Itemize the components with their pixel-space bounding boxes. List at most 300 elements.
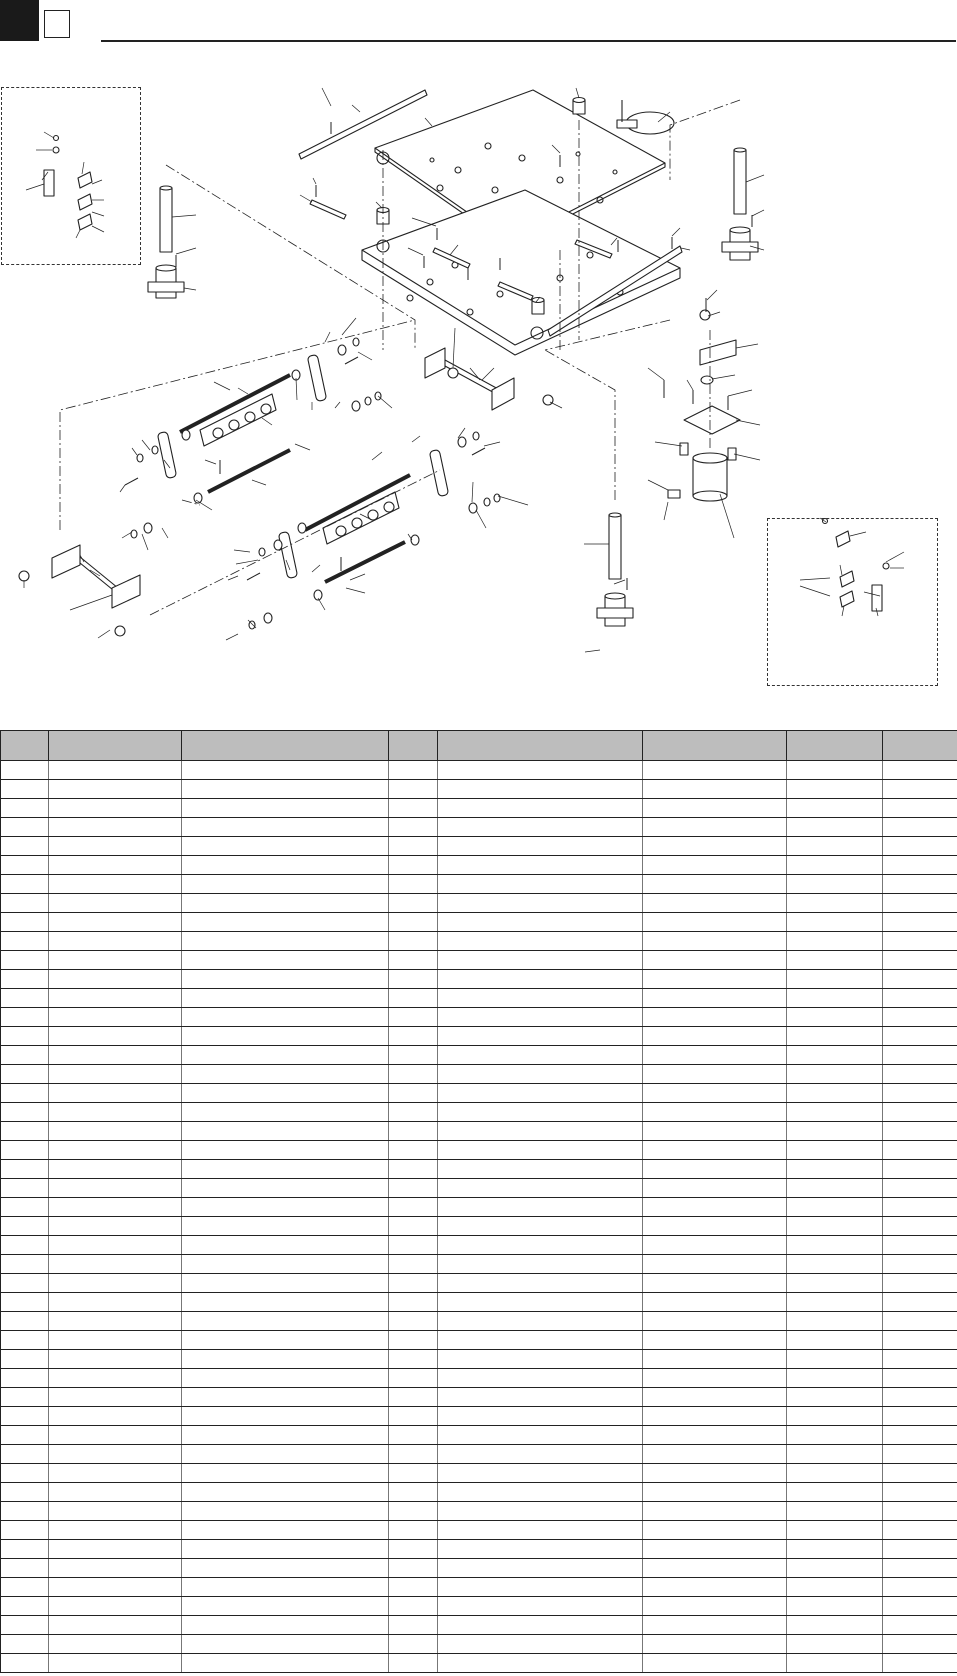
table-cell [182, 1122, 389, 1141]
table-cell [787, 932, 883, 951]
table-cell [182, 1160, 389, 1179]
table-cell [49, 970, 182, 989]
table-row [1, 1388, 957, 1407]
table-row [1, 989, 957, 1008]
table-cell [883, 1255, 957, 1274]
table-row [1, 1122, 957, 1141]
table-cell [883, 1597, 957, 1616]
table-cell [438, 780, 643, 799]
air-cylinder [668, 310, 740, 501]
table-cell [182, 1483, 389, 1502]
table-cell [787, 856, 883, 875]
table-cell [883, 1312, 957, 1331]
table-cell [182, 1369, 389, 1388]
table-cell [438, 1274, 643, 1293]
table-cell [438, 1065, 643, 1084]
table-cell [438, 1122, 643, 1141]
table-cell [438, 1160, 643, 1179]
table-cell [883, 780, 957, 799]
table-cell [787, 1369, 883, 1388]
table-row [1, 1179, 957, 1198]
table-cell [1, 1597, 49, 1616]
table-cell [787, 1236, 883, 1255]
table-cell [49, 1483, 182, 1502]
table-cell [1, 875, 49, 894]
table-cell [182, 1312, 389, 1331]
table-cell [182, 1407, 389, 1426]
table-cell [49, 1198, 182, 1217]
table-cell [643, 1635, 787, 1654]
table-cell [182, 1198, 389, 1217]
table-cell [182, 1255, 389, 1274]
table-cell [49, 1160, 182, 1179]
table-cell [438, 1103, 643, 1122]
table-cell [438, 1293, 643, 1312]
table-cell [49, 1274, 182, 1293]
table-cell [182, 894, 389, 913]
table-cell [883, 1369, 957, 1388]
table-cell [1, 780, 49, 799]
table-cell [49, 856, 182, 875]
table-cell [438, 1559, 643, 1578]
table-cell [49, 1027, 182, 1046]
table-cell [182, 818, 389, 837]
table-cell [438, 989, 643, 1008]
table-cell [1, 1293, 49, 1312]
table-cell [1, 818, 49, 837]
table-cell [1, 1198, 49, 1217]
table-cell [787, 875, 883, 894]
table-cell [49, 1046, 182, 1065]
table-cell [1, 932, 49, 951]
table-cell [182, 951, 389, 970]
table-cell [389, 1008, 438, 1027]
table-cell [49, 1293, 182, 1312]
table-cell [49, 1369, 182, 1388]
table-cell [643, 1046, 787, 1065]
table-cell [883, 1008, 957, 1027]
table-row [1, 1464, 957, 1483]
table-cell [49, 1312, 182, 1331]
table-cell [643, 761, 787, 780]
table-cell [643, 970, 787, 989]
table-row [1, 1027, 957, 1046]
table-cell [389, 1160, 438, 1179]
table-cell [49, 1217, 182, 1236]
table-row [1, 875, 957, 894]
table-cell [1, 1426, 49, 1445]
table-cell [643, 837, 787, 856]
table-cell [643, 1445, 787, 1464]
table-cell [883, 1635, 957, 1654]
table-cell [49, 799, 182, 818]
table-cell [182, 1502, 389, 1521]
table-cell [787, 1217, 883, 1236]
table-cell [1, 1445, 49, 1464]
table-cell [389, 1312, 438, 1331]
table-cell [787, 1616, 883, 1635]
table-cell [389, 799, 438, 818]
table-cell [389, 875, 438, 894]
table-cell [182, 1635, 389, 1654]
table-cell [49, 1008, 182, 1027]
table-cell [643, 913, 787, 932]
table-cell [1, 799, 49, 818]
table-row [1, 1616, 957, 1635]
table-cell [49, 1616, 182, 1635]
table-cell [643, 1559, 787, 1578]
table-cell [643, 1084, 787, 1103]
table-cell [1, 1616, 49, 1635]
detail-parts-lower-right [823, 519, 890, 612]
table-cell [643, 1616, 787, 1635]
table-cell [182, 1179, 389, 1198]
table-cell [643, 856, 787, 875]
table-cell [389, 1331, 438, 1350]
table-cell [438, 1312, 643, 1331]
table-cell [49, 1597, 182, 1616]
table-row [1, 1293, 957, 1312]
table-row [1, 1502, 957, 1521]
table-cell [438, 1084, 643, 1103]
table-cell [787, 1540, 883, 1559]
table-cell [49, 780, 182, 799]
table-cell [438, 1027, 643, 1046]
table-cell [883, 1179, 957, 1198]
table-cell [1, 913, 49, 932]
table-cell [1, 1027, 49, 1046]
table-cell [787, 1635, 883, 1654]
table-row [1, 1369, 957, 1388]
assembly-drawing [0, 50, 957, 722]
table-cell [389, 1502, 438, 1521]
table-cell [883, 1274, 957, 1293]
table-cell [883, 761, 957, 780]
table-row [1, 894, 957, 913]
table-cell [883, 1445, 957, 1464]
table-cell [438, 1198, 643, 1217]
table-cell [787, 1388, 883, 1407]
table-cell [643, 932, 787, 951]
table-row [1, 1540, 957, 1559]
lever-4 [278, 531, 297, 578]
table-row [1, 1483, 957, 1502]
table-cell [1, 1103, 49, 1122]
table-cell [182, 1331, 389, 1350]
table-cell [883, 970, 957, 989]
table-cell [643, 818, 787, 837]
table-cell [438, 1445, 643, 1464]
table-row [1, 1578, 957, 1597]
table-cell [787, 1483, 883, 1502]
table-cell [389, 989, 438, 1008]
table-cell [787, 1027, 883, 1046]
table-cell [643, 1160, 787, 1179]
table-cell [643, 1008, 787, 1027]
table-row [1, 913, 957, 932]
table-cell [438, 913, 643, 932]
table-cell [883, 1331, 957, 1350]
table-row [1, 799, 957, 818]
table-cell [389, 1274, 438, 1293]
table-cell [438, 1616, 643, 1635]
table-cell [787, 1521, 883, 1540]
table-row [1, 1198, 957, 1217]
bushing-top [573, 98, 585, 115]
table-cell [438, 837, 643, 856]
table-cell [389, 1046, 438, 1065]
table-row [1, 1065, 957, 1084]
table-cell [182, 970, 389, 989]
table-row [1, 1236, 957, 1255]
table-cell [182, 1597, 389, 1616]
table-cell [182, 1027, 389, 1046]
table-cell [182, 1141, 389, 1160]
page-header [0, 0, 957, 44]
table-cell [643, 1654, 787, 1673]
strip-left [310, 200, 346, 219]
table-cell [883, 1388, 957, 1407]
lever-1 [157, 431, 176, 478]
table-cell [643, 1312, 787, 1331]
table-cell [389, 1578, 438, 1597]
table-cell [643, 1103, 787, 1122]
table-cell [1, 1331, 49, 1350]
column-header [49, 731, 182, 761]
table-cell [643, 1407, 787, 1426]
table-cell [389, 1369, 438, 1388]
table-cell [1, 1046, 49, 1065]
table-cell [49, 837, 182, 856]
table-cell [1, 837, 49, 856]
table-cell [49, 1445, 182, 1464]
table-cell [49, 1635, 182, 1654]
column-header [389, 731, 438, 761]
table-row [1, 837, 957, 856]
table-cell [49, 1255, 182, 1274]
table-cell [389, 1141, 438, 1160]
table-cell [182, 1350, 389, 1369]
table-cell [389, 1293, 438, 1312]
table-cell [182, 1578, 389, 1597]
table-cell [1, 1464, 49, 1483]
table-cell [389, 1483, 438, 1502]
table-cell [182, 1616, 389, 1635]
table-cell [643, 1065, 787, 1084]
table-cell [438, 1179, 643, 1198]
table-cell [438, 875, 643, 894]
table-row [1, 1521, 957, 1540]
table-cell [49, 1103, 182, 1122]
table-cell [49, 1350, 182, 1369]
table-cell [438, 932, 643, 951]
table-cell [438, 1407, 643, 1426]
column-header [1, 731, 49, 761]
table-row [1, 1654, 957, 1673]
table-cell [182, 1236, 389, 1255]
table-cell [1, 1065, 49, 1084]
table-cell [883, 1141, 957, 1160]
table-cell [389, 1179, 438, 1198]
table-cell [883, 799, 957, 818]
table-cell [883, 1616, 957, 1635]
table-row [1, 1103, 957, 1122]
table-cell [49, 1179, 182, 1198]
table-cell [883, 1483, 957, 1502]
table-cell [389, 1255, 438, 1274]
shaft-assembly-upper [425, 348, 514, 410]
table-cell [787, 1274, 883, 1293]
table-cell [643, 1369, 787, 1388]
table-cell [787, 1065, 883, 1084]
table-cell [883, 1350, 957, 1369]
table-cell [1, 1255, 49, 1274]
table-cell [1, 1179, 49, 1198]
table-cell [389, 1426, 438, 1445]
table-cell [438, 1635, 643, 1654]
table-cell [389, 1635, 438, 1654]
table-cell [1, 1483, 49, 1502]
table-cell [438, 1350, 643, 1369]
table-cell [389, 1616, 438, 1635]
table-cell [883, 1103, 957, 1122]
table-cell [438, 1521, 643, 1540]
table-cell [49, 1578, 182, 1597]
table-cell [182, 799, 389, 818]
table-cell [1, 1540, 49, 1559]
table-cell [643, 1274, 787, 1293]
table-cell [1, 1312, 49, 1331]
table-cell [643, 1141, 787, 1160]
table-cell [883, 989, 957, 1008]
table-cell [787, 761, 883, 780]
table-cell [1, 1521, 49, 1540]
table-cell [49, 1426, 182, 1445]
table-cell [389, 1445, 438, 1464]
table-row [1, 780, 957, 799]
section-box [44, 10, 70, 38]
table-cell [182, 761, 389, 780]
table-cell [389, 1388, 438, 1407]
table-cell [883, 951, 957, 970]
parts-table [0, 730, 957, 1673]
table-cell [1, 970, 49, 989]
table-cell [1, 761, 49, 780]
table-cell [643, 1464, 787, 1483]
table-cell [787, 1046, 883, 1065]
table-cell [787, 894, 883, 913]
table-row [1, 1350, 957, 1369]
table-cell [787, 818, 883, 837]
pressure-knob [617, 100, 674, 134]
table-cell [49, 1521, 182, 1540]
table-cell [49, 951, 182, 970]
table-cell [1, 1236, 49, 1255]
table-cell [883, 1065, 957, 1084]
table-row [1, 1084, 957, 1103]
table-cell [883, 1027, 957, 1046]
table-cell [49, 761, 182, 780]
table-cell [49, 875, 182, 894]
table-cell [438, 799, 643, 818]
table-cell [49, 1141, 182, 1160]
table-cell [438, 1540, 643, 1559]
column-header [883, 731, 957, 761]
table-cell [1, 989, 49, 1008]
table-cell [438, 1578, 643, 1597]
table-cell [182, 1559, 389, 1578]
table-cell [643, 1236, 787, 1255]
table-cell [49, 989, 182, 1008]
table-cell [389, 1464, 438, 1483]
table-row [1, 1217, 957, 1236]
table-cell [787, 780, 883, 799]
table-cell [1, 1407, 49, 1426]
table-cell [787, 1160, 883, 1179]
table-cell [883, 837, 957, 856]
section-marker [0, 0, 39, 41]
table-row [1, 1312, 957, 1331]
table-cell [787, 1464, 883, 1483]
table-cell [182, 1046, 389, 1065]
table-cell [643, 1502, 787, 1521]
table-cell [389, 1122, 438, 1141]
table-cell [643, 1578, 787, 1597]
rod-4 [325, 542, 405, 582]
table-cell [182, 1008, 389, 1027]
table-cell [438, 1388, 643, 1407]
table-cell [389, 1540, 438, 1559]
table-cell [389, 1084, 438, 1103]
table-cell [438, 894, 643, 913]
table-cell [643, 1350, 787, 1369]
table-cell [438, 1464, 643, 1483]
table-cell [1, 1008, 49, 1027]
table-cell [438, 1236, 643, 1255]
table-cell [883, 1122, 957, 1141]
column-header [787, 731, 883, 761]
table-cell [787, 1350, 883, 1369]
table-cell [883, 1160, 957, 1179]
table-cell [883, 894, 957, 913]
table-cell [389, 913, 438, 932]
table-cell [643, 1331, 787, 1350]
table-cell [643, 1483, 787, 1502]
table-cell [787, 951, 883, 970]
exploded-parts-diagram [0, 50, 957, 722]
table-cell [389, 1236, 438, 1255]
table-cell [787, 1312, 883, 1331]
table-cell [643, 1122, 787, 1141]
table-cell [389, 1217, 438, 1236]
table-row [1, 1635, 957, 1654]
table-cell [438, 1369, 643, 1388]
table-cell [389, 951, 438, 970]
parts-table-body [1, 761, 957, 1673]
table-cell [787, 913, 883, 932]
bottom-plate [362, 190, 680, 355]
table-cell [1, 951, 49, 970]
table-cell [389, 1597, 438, 1616]
table-cell [49, 932, 182, 951]
guide-post-bottom [597, 513, 633, 626]
table-cell [787, 1293, 883, 1312]
table-cell [49, 1540, 182, 1559]
table-cell [49, 1559, 182, 1578]
table-cell [49, 1388, 182, 1407]
table-cell [438, 1217, 643, 1236]
table-cell [438, 1654, 643, 1673]
